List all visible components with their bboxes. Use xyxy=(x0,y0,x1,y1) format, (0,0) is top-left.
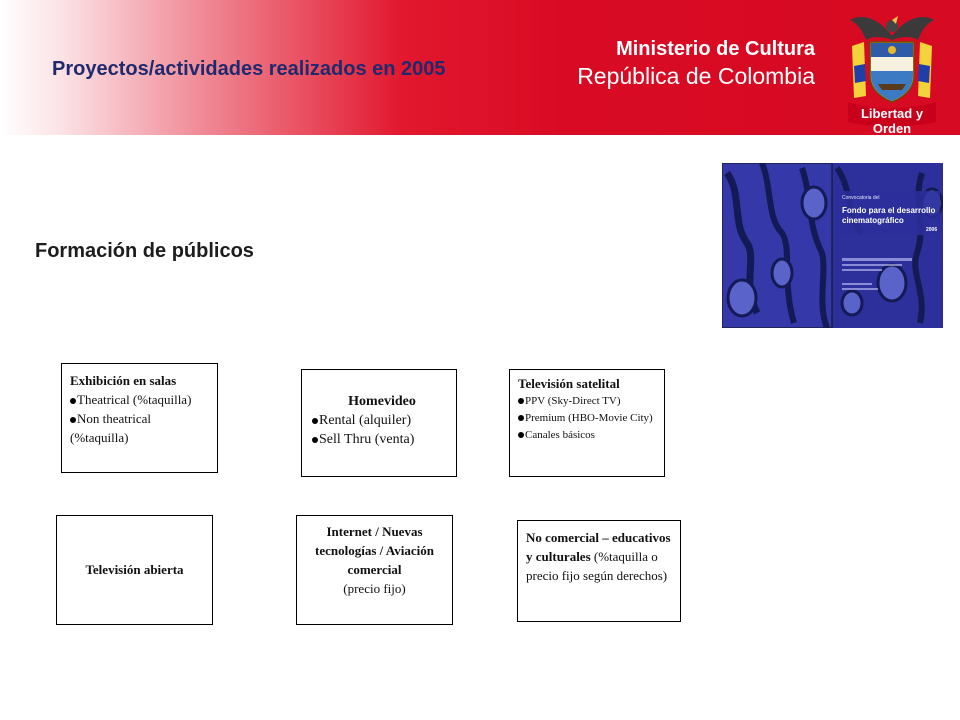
list-item xyxy=(518,393,656,410)
country-name: República de Colombia xyxy=(577,63,815,89)
poster-line2: Fondo para el desarrollo xyxy=(842,206,936,215)
bullet-icon xyxy=(518,415,524,421)
poster-image xyxy=(722,163,943,328)
bullet-icon xyxy=(70,398,76,404)
box-exhibicion-salas xyxy=(61,363,218,473)
bullet-icon xyxy=(312,437,318,443)
list-item xyxy=(312,430,452,449)
box-homevideo xyxy=(301,369,457,477)
poster-line3: cinematográfico xyxy=(842,216,904,225)
list-item xyxy=(518,427,656,444)
bullet-icon xyxy=(518,398,524,404)
list-item xyxy=(70,409,209,447)
poster-line1: Convocatoria del xyxy=(842,195,880,201)
crest-motto: Libertad y Orden xyxy=(860,106,924,136)
list-item-text: Premium (HBO-Movie City) xyxy=(525,412,653,424)
list-item xyxy=(518,410,656,427)
poster-year: 2006 xyxy=(926,227,938,233)
list-item-text: Non theatrical (%taquilla) xyxy=(70,411,151,445)
box-title: Televisión satelital xyxy=(518,376,620,391)
box-television-abierta xyxy=(56,515,213,625)
bullet-icon xyxy=(70,417,76,423)
list-item-text: Theatrical (%taquilla) xyxy=(77,392,192,407)
box-internet-nuevas-tecnologias xyxy=(296,515,453,625)
box-no-comercial xyxy=(517,520,681,622)
box-title: No comercial – educativos y culturales xyxy=(526,530,671,564)
list-item-text: Rental (alquiler) xyxy=(319,413,412,428)
box-note: (precio fijo) xyxy=(343,581,406,596)
list-item-text: Sell Thru (venta) xyxy=(319,432,415,447)
list-item xyxy=(312,411,452,430)
box-title: Exhibición en salas xyxy=(70,373,177,388)
box-title: Televisión abierta xyxy=(85,562,184,577)
list-item-text: Canales básicos xyxy=(525,429,595,441)
box-title: Internet / Nuevas tecnologías / Aviación comercial xyxy=(315,524,434,577)
ministry-block xyxy=(577,36,815,90)
box-title: Homevideo xyxy=(348,394,416,409)
bullet-icon xyxy=(312,418,318,424)
list-item-text: PPV (Sky-Direct TV) xyxy=(525,395,621,407)
poster-graphic xyxy=(722,163,943,328)
slide-title: Proyectos/actividades realizados en 2005 xyxy=(52,58,446,80)
section-heading: Formación de públicos xyxy=(35,240,254,262)
box-note: (%taquilla o precio fijo según derechos) xyxy=(526,549,668,583)
box-television-satelital xyxy=(509,369,665,477)
bullet-icon xyxy=(518,432,524,438)
ministry-name: Ministerio de Cultura xyxy=(616,38,815,60)
list-item xyxy=(70,390,209,409)
